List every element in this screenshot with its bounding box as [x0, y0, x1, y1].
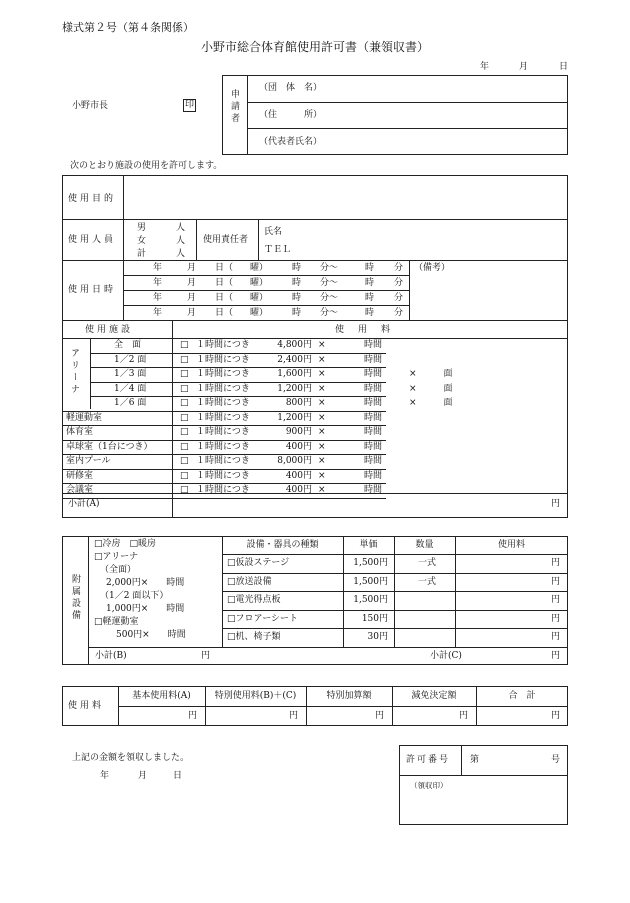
subtotal-a-label: 小計(A) [68, 499, 100, 509]
facility-checkbox[interactable]: □ [180, 354, 189, 365]
facility-name: 室内プール [66, 456, 111, 466]
datetime-cell: 分 [394, 308, 404, 318]
row-divider [222, 554, 568, 555]
date-month: 月 [519, 62, 529, 72]
per-hour-label: １時間につき [196, 427, 250, 437]
row-divider [172, 483, 386, 484]
fees-unit: 円 [188, 711, 198, 721]
datetime-cell: 年 [153, 293, 163, 303]
facility-price: 400円 [285, 470, 312, 481]
receipt-year: 年 [100, 771, 110, 781]
annex-option: 500円× 時間 [116, 630, 186, 640]
arena-label: アリーナ [69, 348, 79, 396]
equipment-unit: 円 [551, 632, 561, 643]
facility-price: 900円 [285, 427, 312, 437]
per-hour-label: １時間につき [196, 412, 250, 423]
datetime-cell: 分～ [320, 263, 339, 273]
fees-header: 基本使用料(A) [132, 691, 191, 701]
date-year: 年 [480, 62, 490, 72]
fees-header: 合 計 [508, 691, 536, 701]
per-hour-label: １時間につき [196, 340, 250, 350]
facility-checkbox[interactable]: □ [180, 441, 189, 452]
datetime-cell: 曜） [250, 293, 269, 303]
times-sign: × [318, 470, 326, 481]
facility-price: 4,800円 [277, 340, 312, 350]
row-divider [172, 440, 386, 441]
annex-option: （全面） [100, 565, 137, 575]
datetime-cell: 時 [365, 308, 375, 318]
subtotal-c-label: 小計(C) [430, 651, 462, 661]
facility-price: 2,400円 [277, 354, 312, 365]
datetime-cell: 分 [394, 278, 404, 288]
annex-option: （1／2 面以下） [100, 591, 169, 601]
fees-header: 減免決定額 [411, 691, 457, 701]
unit-label: 人 [176, 223, 186, 233]
applicant-address-field[interactable]: （住 所） [259, 110, 323, 120]
datetime-cell: 分～ [320, 308, 339, 318]
datetime-cell: 曜） [250, 308, 269, 318]
facility-name: 1／4 面 [114, 383, 147, 394]
equipment-qty: 一式 [418, 558, 437, 568]
annex-header: 数量 [415, 540, 434, 550]
annex-header: 使用料 [497, 540, 525, 550]
row-divider [222, 573, 568, 574]
facility-name: 卓球室（1台につき） [66, 441, 153, 452]
equipment-unit: 円 [551, 558, 561, 568]
unit-label: 人 [176, 236, 186, 246]
times-sign: × [318, 427, 326, 437]
equipment-item[interactable]: □机、椅子類 [227, 632, 281, 643]
addressee-name: 小野市長 [72, 101, 109, 111]
subtotal-b-label: 小計(B) [95, 651, 127, 661]
facility-checkbox[interactable]: □ [180, 412, 189, 423]
datetime-cell: 時 [365, 263, 375, 273]
row-divider [172, 498, 386, 499]
fees-unit: 円 [551, 711, 561, 721]
row-divider [62, 440, 186, 441]
permit-dai: 第 [470, 755, 480, 765]
datetime-cell: 年 [153, 278, 163, 288]
times-sign: × [318, 369, 326, 379]
facility-name: 1／6 面 [114, 398, 147, 408]
receipt-text: 上記の金額を領収しました。 [72, 753, 190, 763]
row-divider [62, 411, 186, 412]
datetime-cell: 月 [187, 278, 197, 288]
datetime-cell: 分～ [320, 293, 339, 303]
people-label: 使用人員 [68, 235, 117, 245]
equipment-price: 1,500円 [353, 576, 388, 587]
datetime-cell: 分 [394, 293, 404, 303]
area-multiplier: × 面 [409, 383, 453, 394]
total-label: 計 [137, 249, 147, 259]
fees-label: 使用料 [68, 701, 105, 711]
datetime-label: 使用日時 [68, 285, 117, 295]
row-divider [62, 454, 186, 455]
facility-name: 体育室 [66, 427, 94, 437]
tel-label: ＴＥＬ [264, 245, 292, 255]
facility-price: 400円 [285, 485, 312, 495]
equipment-price: 1,500円 [353, 595, 388, 606]
subtotal-a-unit: 円 [551, 499, 561, 509]
row-divider [172, 469, 386, 470]
row-divider [62, 469, 186, 470]
form-number: 様式第２号（第４条関係） [62, 21, 194, 34]
per-hour-label: １時間につき [196, 470, 250, 481]
hours-label: 時間 [364, 369, 383, 379]
facility-checkbox[interactable]: □ [180, 427, 189, 437]
fees-unit: 円 [375, 711, 385, 721]
date-day: 日 [559, 62, 569, 72]
facility-header: 使用施設 [85, 325, 134, 335]
equipment-item[interactable]: □仮設ステージ [227, 558, 290, 568]
hours-label: 時間 [364, 427, 383, 437]
facility-checkbox[interactable]: □ [180, 340, 189, 350]
facility-price: 8,000円 [277, 456, 312, 466]
equipment-price: 30円 [367, 632, 388, 643]
annex-option: 1,000円× 時間 [106, 604, 185, 614]
datetime-cell: 分 [394, 263, 404, 273]
facility-checkbox[interactable]: □ [180, 369, 189, 379]
datetime-cell: 年 [153, 263, 163, 273]
area-multiplier: × 面 [409, 398, 453, 408]
equipment-price: 1,500円 [353, 558, 388, 568]
per-hour-label: １時間につき [196, 485, 250, 495]
facility-price: 400円 [285, 441, 312, 452]
hours-label: 時間 [364, 383, 383, 394]
annex-header: 設備・器具の種類 [246, 540, 319, 550]
datetime-cell: 分～ [320, 278, 339, 288]
row-divider [62, 498, 186, 499]
applicant-rep-field[interactable]: （代表者氏名） [259, 137, 323, 147]
hours-label: 時間 [364, 354, 383, 365]
permit-go: 号 [551, 755, 561, 765]
row-divider [172, 396, 386, 397]
row-divider [62, 493, 568, 494]
equipment-unit: 円 [551, 613, 561, 624]
hours-label: 時間 [364, 398, 383, 408]
datetime-cell: 年 [153, 308, 163, 318]
row-divider [62, 425, 186, 426]
hours-label: 時間 [364, 412, 383, 423]
fees-unit: 円 [289, 711, 299, 721]
permit-number-label: 許可番号 [406, 755, 451, 765]
equipment-unit: 円 [551, 595, 561, 606]
facility-name: 研修室 [66, 470, 94, 481]
fees-unit: 円 [459, 711, 469, 721]
fees-header: 特別加算額 [326, 691, 372, 701]
page-title: 小野市総合体育館使用許可書（兼領収書） [200, 40, 429, 54]
times-sign: × [318, 456, 326, 466]
fees-header: 特別使用料(B)＋(C) [214, 691, 297, 701]
facility-price: 1,200円 [277, 383, 312, 394]
datetime-cell: 時 [292, 308, 302, 318]
male-label: 男 [137, 223, 147, 233]
seal-mark: 印 [185, 100, 195, 110]
facility-checkbox[interactable]: □ [180, 383, 189, 394]
receipt-month: 月 [138, 771, 148, 781]
equipment-qty: 一式 [418, 576, 437, 587]
equipment-unit: 円 [551, 576, 561, 587]
datetime-cell: 時 [365, 278, 375, 288]
datetime-cell: 時 [292, 278, 302, 288]
area-multiplier: × 面 [409, 369, 453, 379]
row-divider [172, 454, 386, 455]
hours-label: 時間 [364, 456, 383, 466]
facility-name: 会議室 [66, 485, 94, 495]
hours-label: 時間 [364, 340, 383, 350]
equipment-item[interactable]: □電光得点板 [227, 595, 281, 606]
times-sign: × [318, 485, 326, 495]
unit-label: 人 [176, 249, 186, 259]
per-hour-label: １時間につき [196, 369, 250, 379]
name-label: 氏名 [264, 227, 283, 237]
datetime-cell: 日（ [215, 308, 234, 318]
row-divider [172, 353, 386, 354]
annex-option[interactable]: □アリーナ [94, 552, 139, 562]
row-divider [172, 411, 386, 412]
datetime-cell: 日（ [215, 263, 234, 273]
per-hour-label: １時間につき [196, 398, 250, 408]
facility-name: 1／3 面 [114, 369, 147, 379]
annex-option[interactable]: □冷房 □暖房 [94, 539, 157, 549]
applicant-org-field[interactable]: （団 体 名） [259, 83, 323, 93]
annex-label: 附属設備 [70, 574, 80, 622]
subtotal-c-unit: 円 [551, 651, 561, 661]
applicant-label: 申請者 [229, 89, 239, 125]
datetime-cell: 時 [365, 293, 375, 303]
row-divider [222, 610, 568, 611]
purpose-label: 使用目的 [68, 194, 117, 204]
subtotal-b-unit: 円 [201, 651, 211, 661]
facility-checkbox[interactable]: □ [180, 470, 189, 481]
datetime-cell: 月 [187, 293, 197, 303]
facility-price: 1,200円 [277, 412, 312, 423]
receipt-day: 日 [173, 771, 183, 781]
manager-label: 使用責任者 [203, 235, 249, 245]
fee-header: 使用料 [335, 325, 405, 335]
datetime-cell: 時 [292, 293, 302, 303]
hours-label: 時間 [364, 470, 383, 481]
times-sign: × [318, 412, 326, 423]
hours-label: 時間 [364, 441, 383, 452]
datetime-cell: 月 [187, 263, 197, 273]
annex-option: 2,000円× 時間 [106, 578, 185, 588]
permit-text: 次のとおり施設の使用を許可します。 [70, 161, 223, 171]
row-divider [172, 382, 386, 383]
per-hour-label: １時間につき [196, 354, 250, 365]
row-divider [222, 591, 568, 592]
row-divider [222, 628, 568, 629]
facility-name: 全 面 [114, 340, 142, 350]
facility-checkbox[interactable]: □ [180, 398, 189, 408]
times-sign: × [318, 354, 326, 365]
facility-checkbox[interactable]: □ [180, 485, 189, 495]
times-sign: × [318, 441, 326, 452]
annex-option[interactable]: □軽運動室 [94, 617, 139, 627]
datetime-cell: 月 [187, 308, 197, 318]
datetime-cell: 時 [292, 263, 302, 273]
datetime-cell: 曜） [250, 278, 269, 288]
equipment-item[interactable]: □放送設備 [227, 576, 272, 587]
datetime-cell: 曜） [250, 263, 269, 273]
annex-header: 単価 [359, 540, 378, 550]
equipment-item[interactable]: □フロアーシート [227, 613, 299, 624]
per-hour-label: １時間につき [196, 456, 250, 466]
female-label: 女 [137, 236, 147, 246]
hours-label: 時間 [364, 485, 383, 495]
equipment-price: 150円 [361, 613, 388, 624]
row-divider [62, 483, 186, 484]
facility-checkbox[interactable]: □ [180, 456, 189, 466]
row-divider [172, 367, 386, 368]
facility-price: 800円 [285, 398, 312, 408]
facility-name: 軽運動室 [66, 412, 103, 423]
facility-name: 1／2 面 [114, 354, 147, 365]
per-hour-label: １時間につき [196, 383, 250, 394]
times-sign: × [318, 398, 326, 408]
receipt-seal-label: （領収印） [410, 781, 448, 790]
times-sign: × [318, 340, 326, 350]
datetime-cell: 日（ [215, 278, 234, 288]
facility-price: 1,600円 [277, 369, 312, 379]
times-sign: × [318, 383, 326, 394]
datetime-cell: 日（ [215, 293, 234, 303]
per-hour-label: １時間につき [196, 441, 250, 452]
remarks-label: （備考） [414, 263, 451, 273]
row-divider [172, 425, 386, 426]
